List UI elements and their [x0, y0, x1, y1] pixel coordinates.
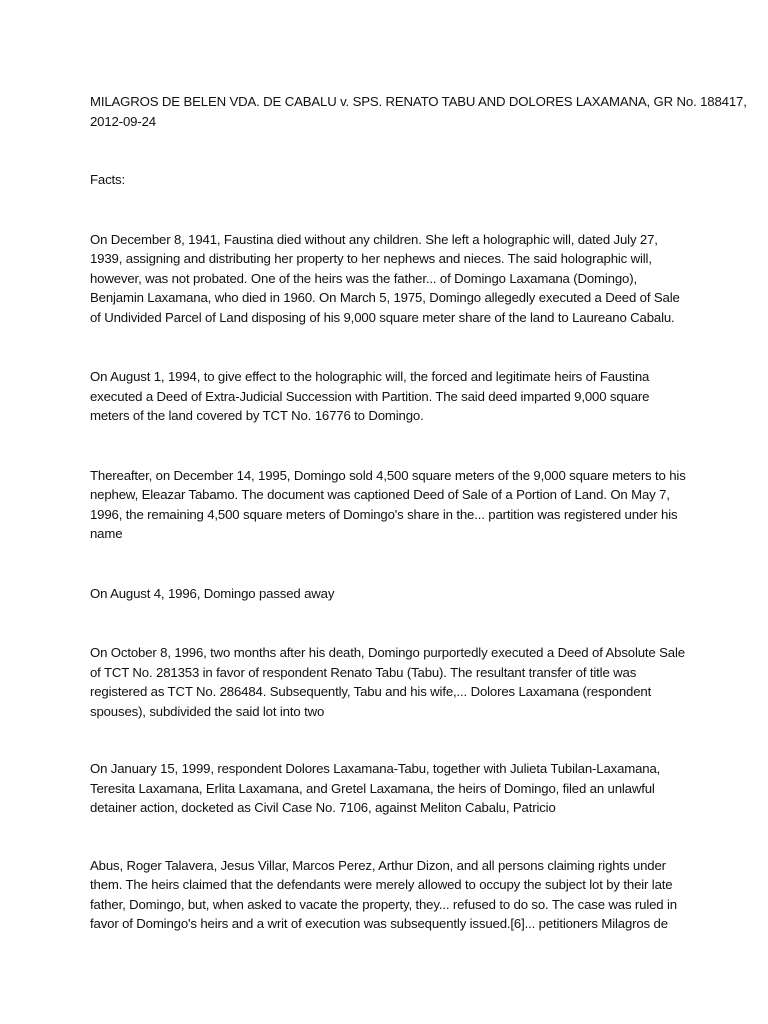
- paragraph-line: On October 8, 1996, two months after his death, Domingo purportedly executed a Deed of Absolute Sale: [90, 645, 685, 660]
- paragraph-line: On August 4, 1996, Domingo passed away: [90, 585, 335, 601]
- case-title-line: MILAGROS DE BELEN VDA. DE CABALU v. SPS. RENATO TABU AND DOLORES LAXAMANA, GR No. 188417,: [90, 94, 747, 109]
- paragraph-line: however, was not probated. One of the heirs was the father... of Domingo Laxamana (Domingo),: [90, 270, 637, 286]
- paragraph-line: meters of the land covered by TCT No. 16776 to Domingo.: [90, 408, 424, 423]
- case-title: [90, 92, 747, 131]
- paragraph: [90, 230, 698, 328]
- paragraph: [90, 643, 698, 721]
- paragraph-line: On December 8, 1941, Faustina died without any children. She left a holographic will, dated July 27,: [90, 231, 658, 247]
- paragraph-line: name: [90, 526, 123, 541]
- case-title-line: 2012-09-24: [90, 113, 156, 129]
- paragraph-line: detainer action, docketed as Civil Case No. 7106, against Meliton Cabalu, Patricio: [90, 800, 556, 815]
- paragraph: [90, 856, 698, 934]
- paragraph-line: On January 15, 1999, respondent Dolores Laxamana-Tabu, together with Julieta Tubilan-Laxamana,: [90, 761, 661, 776]
- paragraph: [90, 584, 698, 604]
- paragraph-line: registered as TCT No. 286484. Subsequently, Tabu and his wife,... Dolores Laxamana (respondent: [90, 684, 652, 699]
- paragraph-line: Abus, Roger Talavera, Jesus Villar, Marcos Perez, Arthur Dizon, and all persons claiming rights under: [90, 857, 666, 873]
- paragraph-line: 1996, the remaining 4,500 square meters of Domingo's share in the... partition was registered under his: [90, 506, 678, 522]
- paragraph-line: Teresita Laxamana, Erlita Laxamana, and Gretel Laxamana, the heirs of Domingo, filed an unlawful: [90, 780, 655, 796]
- paragraph-line: Benjamin Laxamana, who died in 1960. On March 5, 1975, Domingo allegedly executed a Deed of Sale: [90, 290, 680, 305]
- paragraph: [90, 367, 698, 426]
- paragraph-line: them. The heirs claimed that the defendants were merely allowed to occupy the subject lot by their late: [90, 877, 673, 892]
- paragraph-line: nephew, Eleazar Tabamo. The document was captioned Deed of Sale of a Portion of Land. On May 7,: [90, 487, 670, 502]
- paragraph-line: spouses), subdivided the said lot into two: [90, 703, 325, 719]
- paragraph-line: executed a Deed of Extra-Judicial Succession with Partition. The said deed imparted 9,000 square: [90, 388, 650, 404]
- paragraph-line: 1939, assigning and distributing her property to her nephews and nieces. The said holographic will,: [90, 251, 652, 266]
- facts-heading: Facts:: [90, 172, 126, 187]
- paragraph: [90, 759, 698, 818]
- paragraph-line: father, Domingo, but, when asked to vacate the property, they... refused to do so. The case was ruled in: [90, 896, 677, 912]
- paragraph-line: of Undivided Parcel of Land disposing of his 9,000 square meter share of the land to Laureano Cabalu.: [90, 309, 675, 325]
- paragraph-line: On August 1, 1994, to give effect to the holographic will, the forced and legitimate heirs of Faustina: [90, 369, 650, 384]
- paragraph-line: Thereafter, on December 14, 1995, Domingo sold 4,500 square meters of the 9,000 square meters to his: [90, 467, 686, 483]
- paragraph: [90, 466, 698, 544]
- paragraph-line: favor of Domingo's heirs and a writ of execution was subsequently issued.[6]... petitioners Milagros de: [90, 916, 668, 931]
- paragraph-line: of TCT No. 281353 in favor of respondent Renato Tabu (Tabu). The resultant transfer of title was: [90, 664, 637, 680]
